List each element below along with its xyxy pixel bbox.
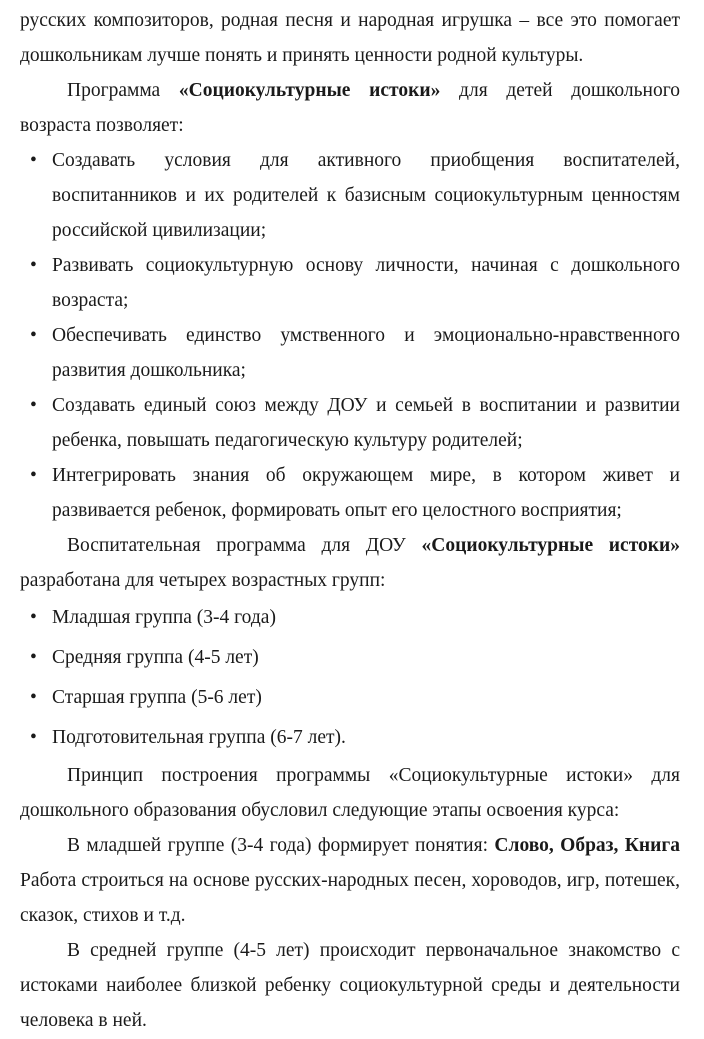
text-run: В младшей группе (3-4 года) формирует понятия: — [67, 835, 495, 856]
paragraph — [20, 828, 680, 933]
list-item — [20, 678, 680, 718]
paragraph — [20, 3, 680, 73]
text-run: Программа — [67, 80, 179, 101]
bullet-icon: • — [30, 150, 37, 171]
text-run: Создавать условия для активного приобщения воспитателей, воспитанников и их родителей к базисным социокультурным ценностям российской цивилизации; — [52, 150, 680, 241]
text-run: Интегрировать знания об окружающем мире, в котором живет и развивается ребенок, формировать опыт его целостного восприятия; — [52, 465, 680, 521]
text-run: Создавать единый союз между ДОУ и семьей в воспитании и развитии ребенка, повышать педагогическую культуру родителей; — [52, 395, 680, 451]
text-run: Работа строиться на основе русских-народных песен, хороводов, игр, потешек, сказок, стихов и т.д. — [20, 870, 680, 926]
bullet-icon: • — [30, 607, 37, 628]
list-item — [20, 718, 680, 758]
document-body — [20, 3, 680, 1038]
bullet-icon: • — [30, 325, 37, 346]
text-run: Подготовительная группа (6-7 лет). — [52, 727, 346, 748]
list-item — [20, 458, 680, 528]
list-item — [20, 143, 680, 248]
bullet-icon: • — [30, 727, 37, 748]
list-item — [20, 318, 680, 388]
paragraph — [20, 528, 680, 598]
bold-text-run: «Социокультурные истоки» — [178, 80, 441, 101]
text-run: Старшая группа (5-6 лет) — [52, 687, 262, 708]
text-run: для детей дошкольного возраста позволяет: — [20, 80, 680, 136]
text-run: Средняя группа (4-5 лет) — [52, 647, 259, 668]
paragraph — [20, 758, 680, 828]
bullet-icon: • — [30, 395, 37, 416]
list-item — [20, 248, 680, 318]
list-item — [20, 598, 680, 638]
bullet-icon: • — [30, 687, 37, 708]
text-run: Воспитательная программа для ДОУ — [67, 535, 422, 556]
bullet-icon: • — [30, 647, 37, 668]
text-run: В средней группе (4-5 лет) происходит первоначальное знакомство с истоками наиболее близкой ребенку социокультурной среды и деятельности человека в ней. — [20, 940, 680, 1031]
bold-text-run: Слово, Образ, Книга — [494, 835, 681, 856]
paragraph — [20, 933, 680, 1038]
text-run: Обеспечивать единство умственного и эмоционально-нравственного развития дошкольника; — [52, 325, 680, 381]
list-item — [20, 638, 680, 678]
bold-text-run: «Социокультурные истоки» — [421, 535, 680, 556]
text-run: разработана для четырех возрастных групп: — [20, 570, 386, 591]
text-run: Младшая группа (3-4 года) — [52, 607, 276, 628]
bullet-icon: • — [30, 255, 37, 276]
text-run: русских композиторов, родная песня и народная игрушка – все это помогает дошкольникам лучше понять и принять ценности родной культуры. — [20, 10, 680, 66]
paragraph — [20, 73, 680, 143]
text-run: Развивать социокультурную основу личности, начиная с дошкольного возраста; — [52, 255, 680, 311]
bullet-icon: • — [30, 465, 37, 486]
text-run: Принцип построения программы «Социокультурные истоки» для дошкольного образования обусловил следующие этапы освоения курса: — [20, 765, 680, 821]
list-item — [20, 388, 680, 458]
